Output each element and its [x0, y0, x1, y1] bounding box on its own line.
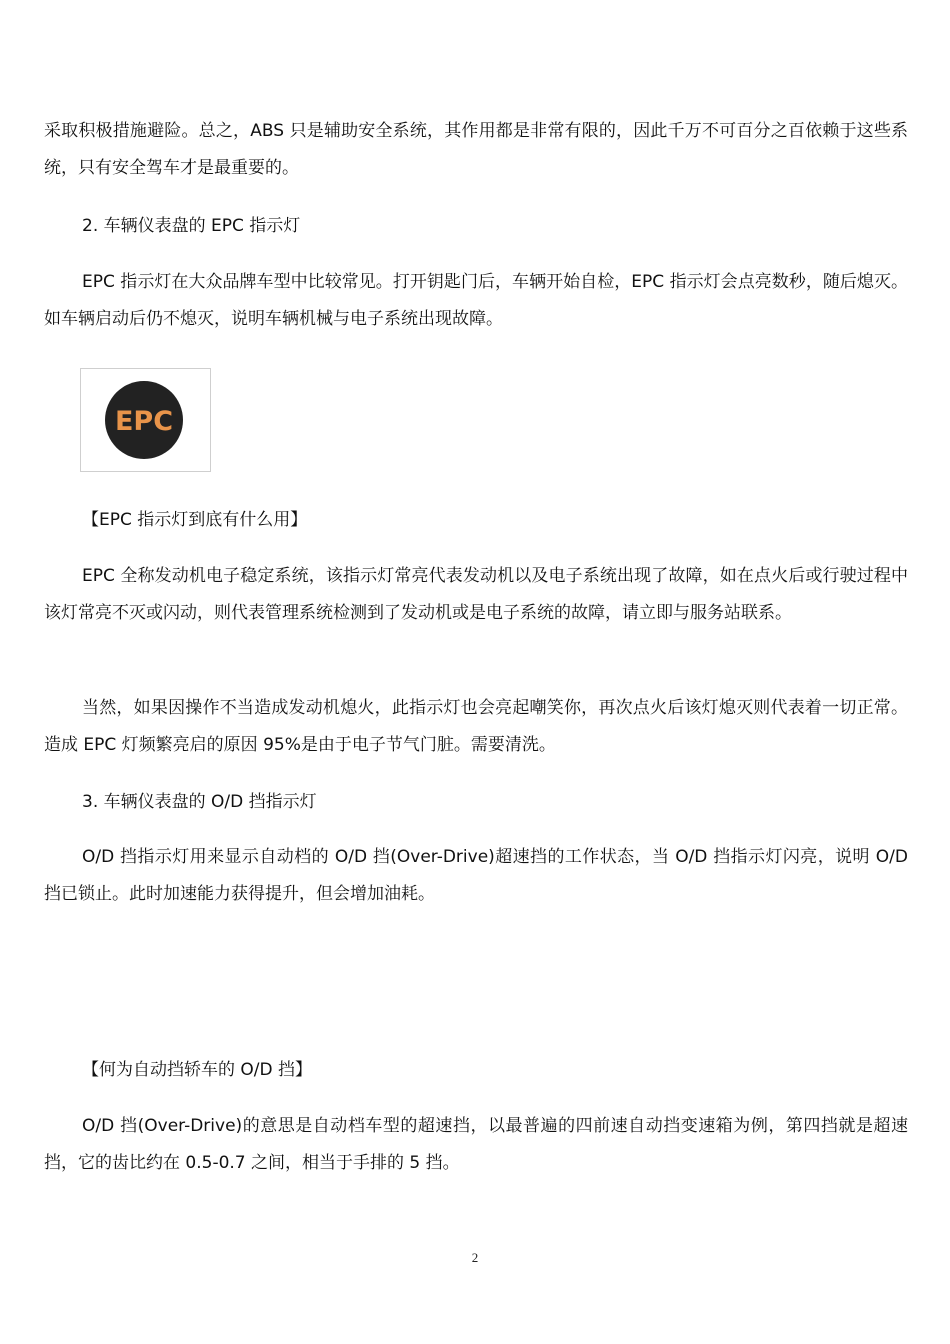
epc-indicator-icon	[81, 369, 210, 471]
heading-od-definition: 【何为自动挡轿车的 O/D 挡】	[82, 1060, 313, 1080]
epc-indicator-image	[80, 368, 211, 472]
page-number: 2	[471, 1250, 479, 1265]
paragraph-abs-conclusion: 采取积极措施避险。总之，ABS 只是辅助安全系统，其作用都是非常有限的，因此千万不可百分之百依赖于这些系统，只有安全驾车才是最重要的。	[44, 121, 908, 178]
heading-od-section: 3. 车辆仪表盘的 O/D 挡指示灯	[82, 792, 317, 812]
heading-epc-section: 2. 车辆仪表盘的 EPC 指示灯	[82, 216, 301, 236]
paragraph-epc-engine-stall: 当然，如果因操作不当造成发动机熄火，此指示灯也会亮起嘲笑你，再次点火后该灯熄灭则代表着一切正常。造成 EPC 灯频繁亮启的原因 95%是由于电子节气门脏。需要清洗。	[44, 698, 908, 755]
paragraph-od-indicator: O/D 挡指示灯用来显示自动档的 O/D 挡(Over-Drive)超速挡的工作状态，当 O/D 挡指示灯闪亮，说明 O/D 挡已锁止。此时加速能力获得提升，但会增加油耗。	[44, 847, 908, 904]
paragraph-od-overdrive: O/D 挡(Over-Drive)的意思是自动档车型的超速挡，以最普遍的四前速自动挡变速箱为例，第四挡就是超速挡，它的齿比约在 0.5-0.7 之间，相当于手排的 5 挡。	[44, 1116, 908, 1173]
epc-label: EPC	[114, 406, 174, 437]
paragraph-epc-intro: EPC 指示灯在大众品牌车型中比较常见。打开钥匙门后，车辆开始自检，EPC 指示灯会点亮数秒，随后熄灭。如车辆启动后仍不熄灭，说明车辆机械与电子系统出现故障。	[44, 272, 908, 329]
paragraph-epc-full-name: EPC 全称发动机电子稳定系统，该指示灯常亮代表发动机以及电子系统出现了故障，如在点火后或行驶过程中该灯常亮不灭或闪动，则代表管理系统检测到了发动机或是电子系统的故障，请立即与服务站联系。	[44, 566, 908, 623]
heading-epc-usage: 【EPC 指示灯到底有什么用】	[82, 510, 308, 530]
